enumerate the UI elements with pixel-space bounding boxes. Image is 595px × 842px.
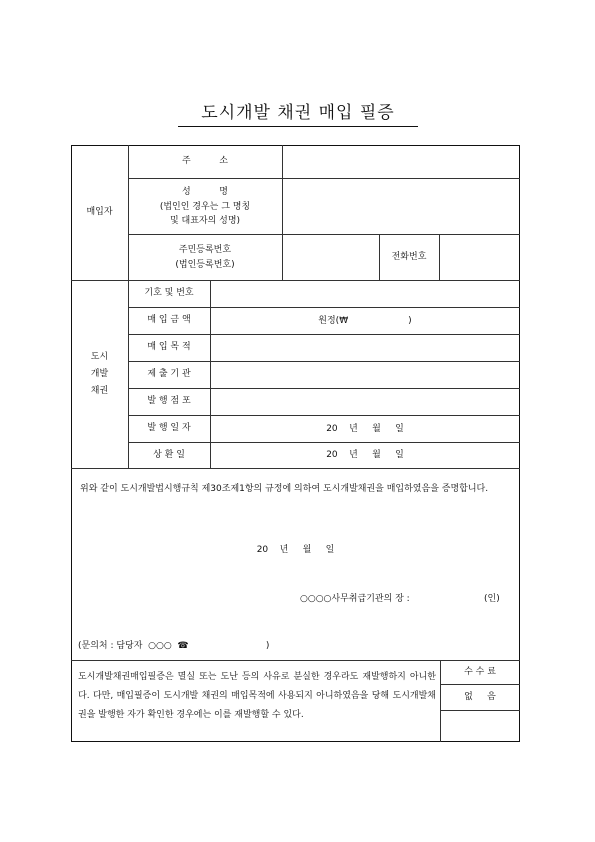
certification-date: 20 년 월 일: [256, 545, 335, 555]
bond-row-label-amount: 매 입 금 액: [147, 315, 191, 325]
bond-row-value-issue-date[interactable]: 20 년 월 일: [326, 423, 404, 434]
id-number-label: 주민등록번호: [178, 245, 232, 255]
bond-row-value-agency[interactable]: [211, 362, 519, 388]
bond-row-value-amount[interactable]: 원정(₩ ): [318, 315, 412, 326]
phone-field[interactable]: [440, 235, 519, 280]
reissue-notice: 도시개발채권매입필증은 멸실 또는 도난 등의 사유로 분실한 경우라도 재발행하지 아니한다. 다만, 매입필증이 도시개발 채권의 매입목적에 사용되지 아니하였음을 당해 도시개발채권을 발행한 자가 확인한 경우에는 이를 재발행할 수 있다.: [78, 672, 436, 720]
certification-statement: 위와 같이 도시개발법시행규칙 제30조제1항의 규정에 의하여 도시개발채권을 매입하였음을 증명합니다.: [80, 484, 489, 494]
bond-row-value-purpose[interactable]: [211, 335, 519, 361]
name-field[interactable]: [283, 179, 519, 234]
phone-label: 전화번호: [391, 251, 427, 262]
bond-row-label-redemption: 상 환 일: [153, 449, 185, 460]
title-underline: [178, 126, 418, 127]
seal-mark: (인): [484, 594, 500, 604]
bond-row-value-number[interactable]: [211, 281, 519, 307]
bond-row-label-agency: 제 출 기 관: [147, 369, 191, 379]
fee-label: 수 수 료: [464, 666, 496, 677]
page-title: 도시개발 채권 매입 필증: [201, 103, 395, 123]
name-label: 성 명: [182, 187, 228, 197]
bond-section-label-1: 도시: [90, 352, 109, 362]
fee-value: 없 음: [464, 691, 496, 702]
bond-section-label-2: 개발: [90, 369, 109, 379]
address-label: 주 소: [182, 156, 228, 166]
bond-row-label-purpose: 매 입 목 적: [147, 342, 191, 352]
bond-row-label-branch: 발 행 점 포: [147, 396, 191, 406]
bond-row-label-issue-date: 발 행 일 자: [147, 423, 191, 433]
bond-row-value-branch[interactable]: [211, 389, 519, 415]
bond-row-label-number: 기호 및 번호: [144, 288, 194, 298]
issuer-label: ○○○○사무취급기관의 장 :: [300, 594, 410, 604]
fee-stamp-area: [441, 711, 519, 741]
address-field[interactable]: [283, 146, 519, 178]
divider: [71, 468, 520, 469]
buyer-section-label: 매입자: [86, 207, 113, 217]
inquiry-line: (문의처 : 담당자 ○○○ ☎ ): [78, 641, 270, 651]
corporate-id-label: (법인등록번호): [175, 260, 235, 270]
id-number-field[interactable]: [283, 235, 379, 280]
name-sub-line-1: (법인인 경우는 그 명칭: [159, 202, 251, 212]
bond-row-value-redemption[interactable]: 20 년 월 일: [326, 450, 404, 460]
name-sub-line-2: 및 대표자의 성명): [169, 216, 241, 226]
bond-section-label-3: 채권: [90, 386, 109, 396]
